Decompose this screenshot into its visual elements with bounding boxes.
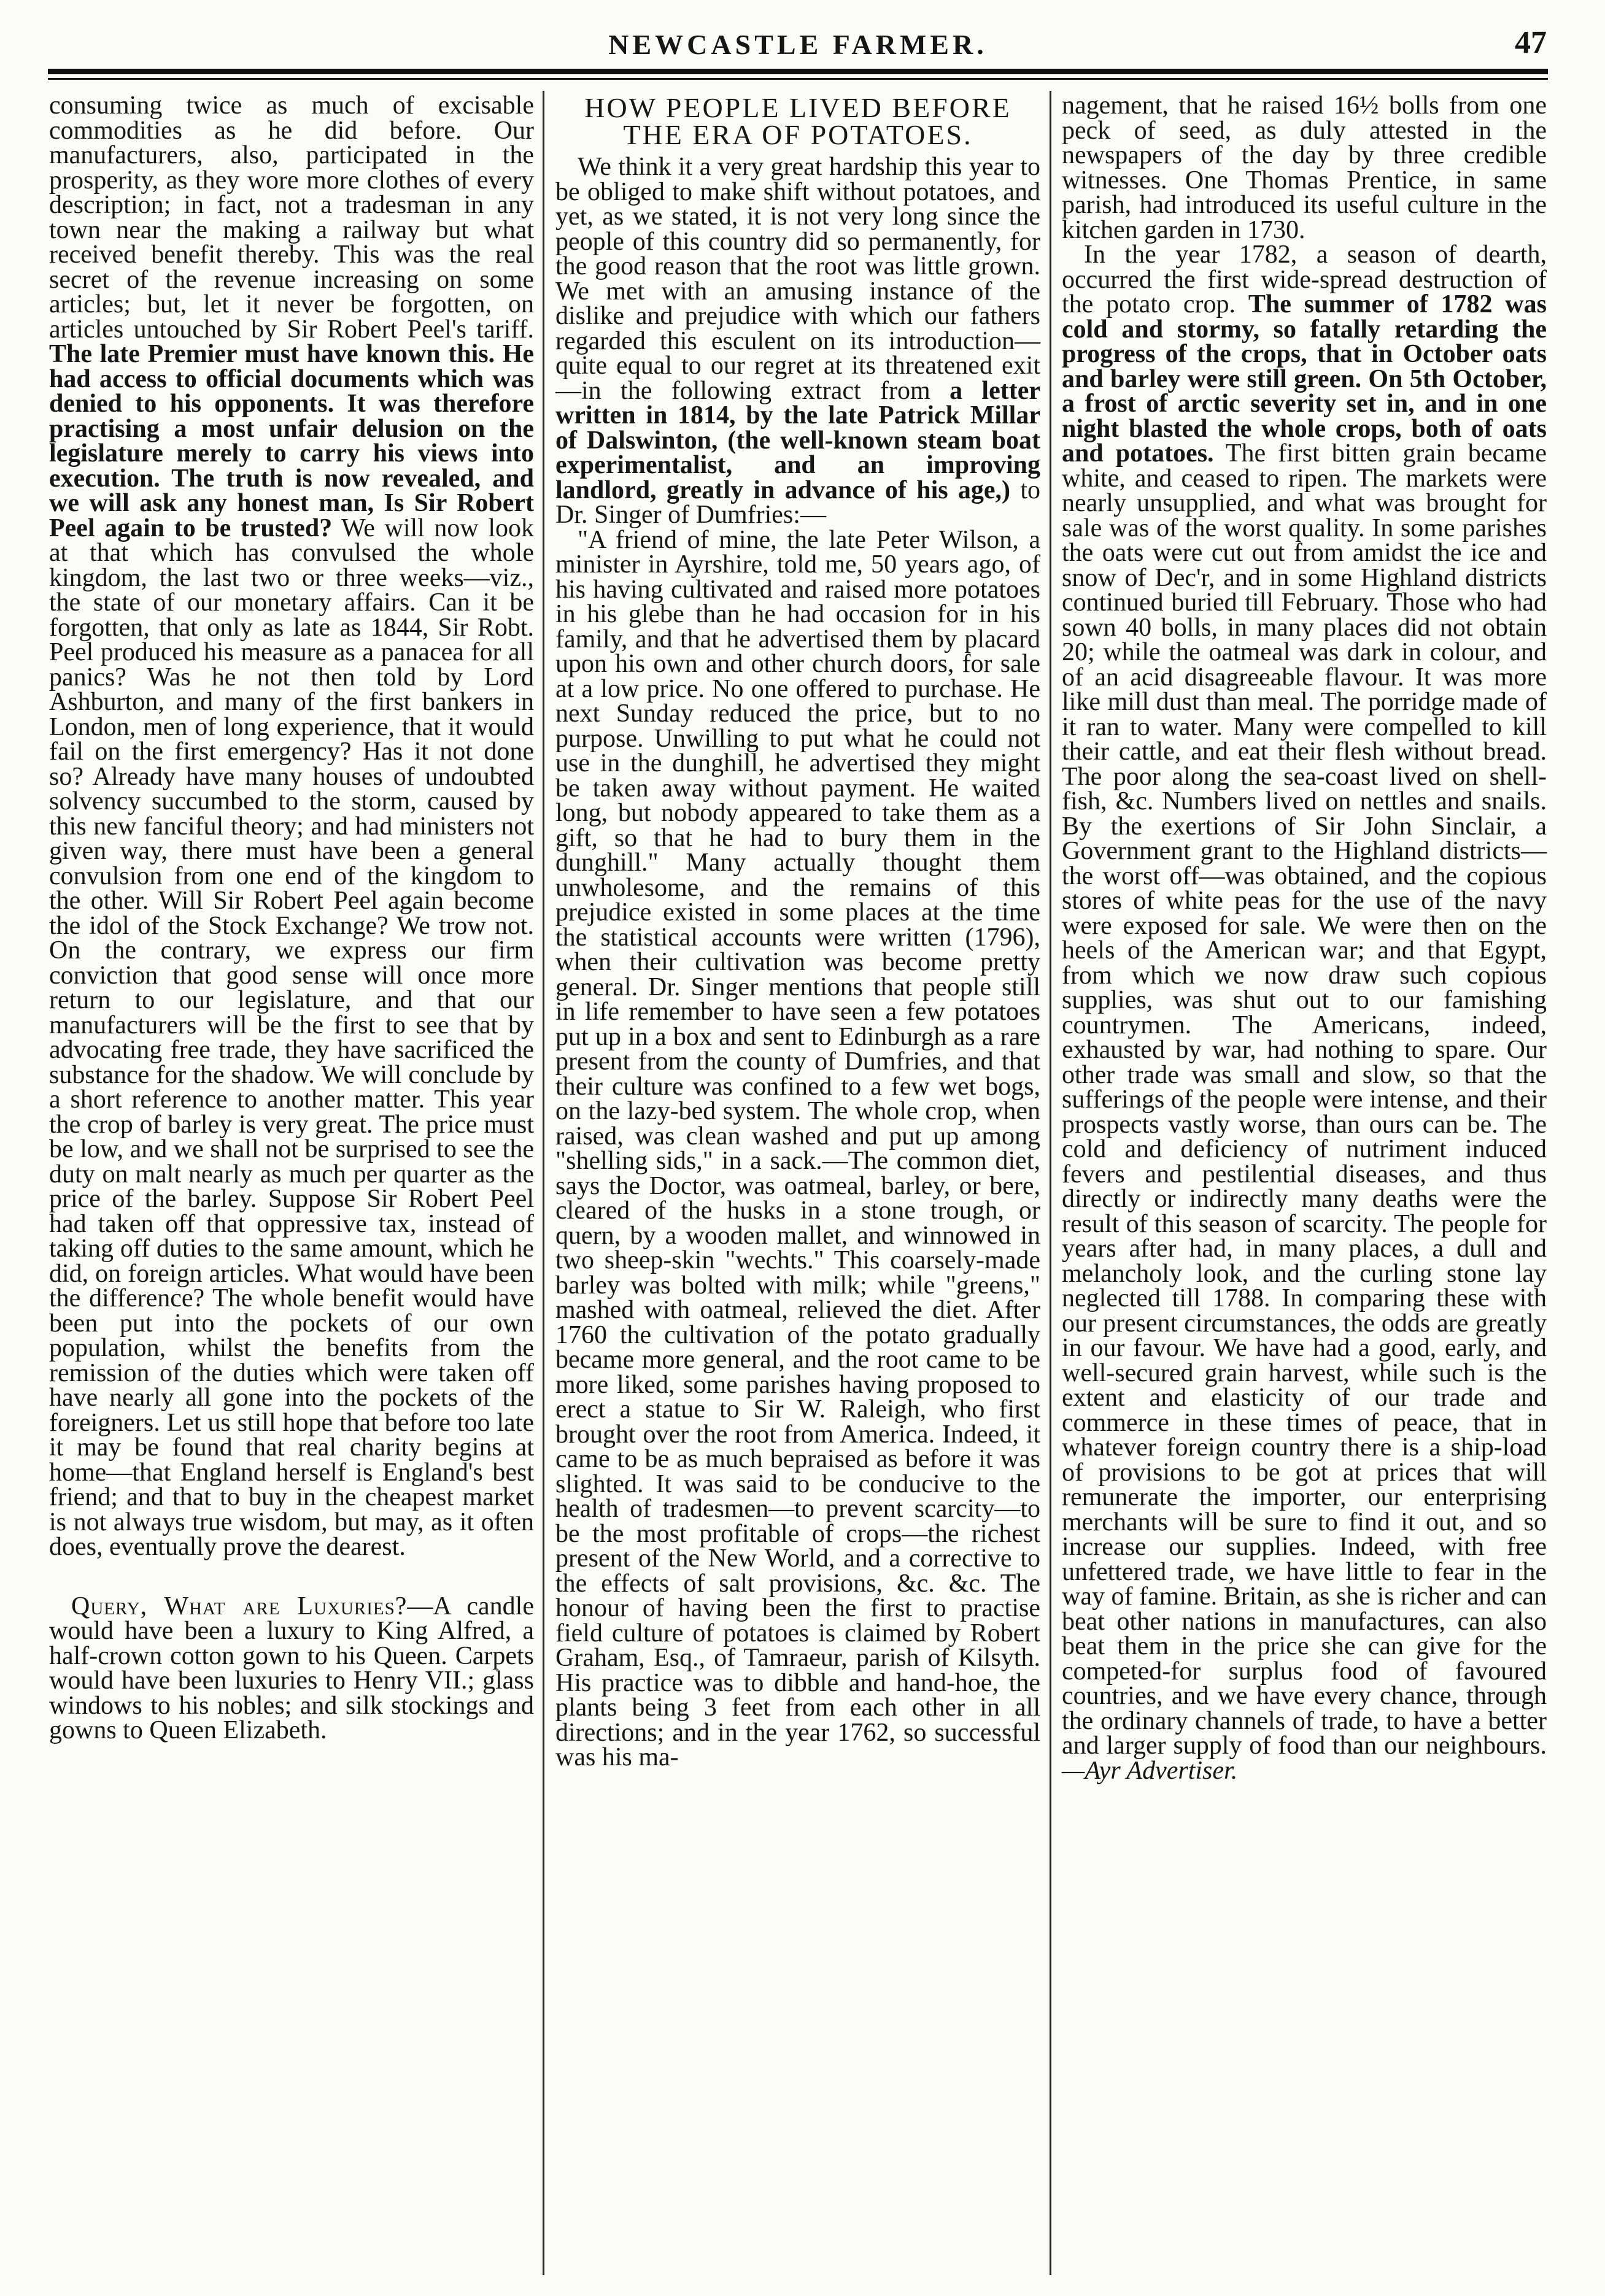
bold-passage: The late Premier must have known this. He had access to official documents which was denied to his opponents. It was therefore practising a most unfair delusion on the legislature merely to carry his views into execution. The truth is now revealed, and we will ask any honest man, Is Sir Robert Peel again to be trusted?: [49, 340, 534, 542]
article-paragraph: [555, 155, 1040, 528]
bold-passage: The summer of 1782 was cold and stormy, so fatally retarding the progress of the crops, that in October oats and barley were still green. On 5th October, a frost of arctic severity set in, and in one night blasted the whole crops, both of oats and potatoes.: [1062, 290, 1547, 468]
bold-passage: a letter written in 1814, by the late Patrick Millar of Dalswinton, (the well-known steam boat experimentalist, and an improving landlord, greatly in advance of his age,): [555, 376, 1040, 504]
article-column-2: [555, 93, 1040, 1770]
masthead-title: NEWCASTLE FARMER.: [608, 29, 988, 60]
article-paragraph: [1062, 242, 1547, 1783]
query-paragraph: [49, 1594, 534, 1743]
article-headline: [555, 94, 1040, 148]
page-number: 47: [1515, 25, 1547, 60]
article-paragraph: [1062, 93, 1547, 242]
query-heading: Query, What are Luxuries?: [71, 1592, 408, 1620]
paragraph-text: nagement, that he raised 16½ bolls from one peck of seed, as duly attested in the newspapers of the day by three credible witnesses. One Thomas Prentice, in same parish, had introduced its useful culture in the kitchen garden in 1730.: [1062, 91, 1547, 244]
masthead: [49, 25, 1547, 67]
masthead-rule-thin: [48, 78, 1548, 80]
paragraph-text: consuming twice as much of excisable commodities as he did before. Our manufacturers, also, participated in the prosperity, as they wore more clothes of every description; in fact, not a tradesman in any town near the making a railway but what received benefit thereby. This was the real secret of the revenue increasing on some articles; but, let it never be forgotten, on articles untouched by Sir Robert Peel's tariff.: [49, 91, 534, 344]
headline-line-2: THE ERA OF POTATOES.: [623, 119, 973, 150]
article-paragraph: [555, 525, 1040, 1771]
paragraph-text: We will now look at that which has convulsed the whole kingdom, the last two or three weeks—viz., the state of our monetary affairs. Can it be forgotten, that only as late as 1844, Sir Robt. Peel produced his measure as a panacea for all panics? Was he not then told by Lord Ashburton, and many of the first bankers in London, men of long experience, that it would fail on the first emergency? Has it not done so? Already have many houses of undoubted solvency succumbed to the storm, caused by this new fanciful theory; and had ministers not given way, there must have been a general convulsion from one end of the kingdom to the other. Will Sir Robert Peel again become the idol of the Stock Exchange? We trow not. On the contrary, we express our firm conviction that good sense will once more return to our legislature, and that our manufacturers will be the first to see that by advocating free trade, they have sacrificed the substance for the shadow. We will conclude by a short reference to another matter. This year the crop of barley is very great. The price must be low, and we shall not be surprised to see the duty on malt nearly as much per quarter as the price of the barley. Suppose Sir Robert Peel had taken off that oppressive tax, instead of taking off duties to the same amount, which he did, on foreign articles. What would have been the difference? The whole benefit would have been put into the pockets of our own population, whilst the benefits from the remission of the duties which were taken off have nearly all gone into the pockets of the foreigners. Let us still hope that before too late it may be found that real charity begins at home—that England herself is England's best friend; and that to buy in the cheapest market is not always true wisdom, but may, as it often does, eventually prove the dearest.: [49, 514, 534, 1561]
column-divider-left: [543, 91, 544, 2275]
paragraph-text: In the year 1782, a season of dearth, occurred the first wide-spread destruction of the potato crop.: [1062, 241, 1547, 318]
column-divider-right: [1050, 91, 1051, 2275]
headline-line-1: HOW PEOPLE LIVED BEFORE: [584, 92, 1011, 123]
article-column-3: [1062, 93, 1547, 1783]
paragraph-text: to Dr. Singer of Dumfries:—: [555, 476, 1040, 529]
spacer: [49, 1560, 534, 1594]
source-attribution: —Ayr Advertiser.: [1062, 1756, 1238, 1785]
paragraph-text: The first bitten grain became white, and ceased to ripen. The markets were nearly unsupplied, and what was brought for sale was of the worst quality. In some parishes the oats were cut out from amidst the ice and snow of Dec'r, and in some Highland districts continued buried till February. Those who had sown 40 bolls, in many places did not obtain 20; while the oatmeal was dark in colour, and of an acid disagreeable flavour. It was more like mill dust than meal. The porridge made of it ran to water. Many were compelled to kill their cattle, and eat their flesh without bread. The poor along the sea-coast lived on shell-fish, &c. Numbers lived on nettles and snails. By the exertions of Sir John Sinclair, a Government grant to the Highland districts—the worst off—was obtained, and the copious stores of white peas for the use of the navy were exposed for sale. We were then on the heels of the American war; and that Egypt, from which we now draw such copious supplies, was shut out to our famishing countrymen. The Americans, indeed, exhausted by war, had nothing to spare. Our other trade was small and slow, so that the sufferings of the people were intense, and their prospects vastly worse, than ours can be. The cold and deficiency of nutriment induced fevers and pestilential diseases, and thus directly or indirectly many deaths were the result of this season of scarcity. The people for years after had, in many places, a dull and melancholy look, and the curling stone lay neglected till 1788. In comparing these with our present circumstances, the odds are greatly in our favour. We have had a good, early, and well-secured grain harvest, while such is the extent and elasticity of our trade and commerce in these times of peace, that in whatever foreign country there is a ship-load of provisions to be got at prices that will remunerate the importer, our enterprising merchants will be sure to find it out, and so increase our supplies. Indeed, with free unfettered trade, we have little to fear in the way of famine. Britain, as she is richer and can beat other nations in manufactures, can also beat them in the price she can give for the competed-for surplus food of favoured countries, and we have every chance, through the ordinary channels of trade, to have a better and larger supply of food than our neighbours.: [1062, 439, 1547, 1760]
paragraph-text: We think it a very great hardship this year to be obliged to make shift without potatoes, and yet, as we stated, it is not very long since the people of this country did so permanently, for the good reason that the root was little grown. We met with an amusing instance of the dislike and prejudice with which our fathers regarded this esculent on its introduction—quite equal to our regret at its threatened exit—in the following extract from: [555, 153, 1040, 405]
query-text: —A candle would have been a luxury to King Alfred, a half-crown cotton gown to his Queen. Carpets would have been luxuries to Henry VII.; glass windows to his nobles; and silk stockings and gowns to Queen Elizabeth.: [49, 1592, 534, 1744]
masthead-rule-thick: [48, 69, 1548, 74]
article-column-1: [49, 93, 534, 1743]
paragraph-text: "A friend of mine, the late Peter Wilson, a minister in Ayrshire, told me, 50 years ago, of his having cultivated and raised more potatoes in his glebe than he had occasion for in his family, and that he advertised them by placard upon his own and other church doors, for sale at a low price. No one offered to purchase. He next Sunday reduced the price, but to no purpose. Unwilling to put what he could not use in the dunghill, he advertised they might be taken away without payment. He waited long, but nobody appeared to take them as a gift, so that he had to bury them in the dunghill." Many actually thought them unwholesome, and the remains of this prejudice existed in some places at the time the statistical accounts were written (1796), when their cultivation was become pretty general. Dr. Singer mentions that people still in life remember to have seen a few potatoes put up in a box and sent to Edinburgh as a rare present from the county of Dumfries, and that their culture was confined to a few wet bogs, on the lazy-bed system. The whole crop, when raised, was clean washed and put up among "shelling sids," in a sack.—The common diet, says the Doctor, was oatmeal, barley, or bere, cleared of the husks in a stone trough, or quern, by a wooden mallet, and winnowed in two sheep-skin "wechts." This coarsely-made barley was bolted with milk; while "greens," mashed with oatmeal, relieved the diet. After 1760 the cultivation of the potato gradually became more general, and the root came to be more liked, some parishes having proposed to erect a statue to Sir W. Raleigh, who first brought over the root from America. Indeed, it came to be as much bepraised as before it was slighted. It was said to be conducive to the health of tradesmen—to prevent scarcity—to be the most profitable of crops—the richest present of the New World, and a corrective to the effects of salt provisions, &c. &c. The honour of having been the first to practise field culture of potatoes is claimed by Robert Graham, Esq., of Tamraeur, parish of Kilsyth. His practice was to dibble and hand-hoe, the plants being 3 feet from each other in all directions; and in the year 1762, so successful was his ma-: [555, 525, 1040, 1771]
article-paragraph: [49, 93, 534, 1560]
